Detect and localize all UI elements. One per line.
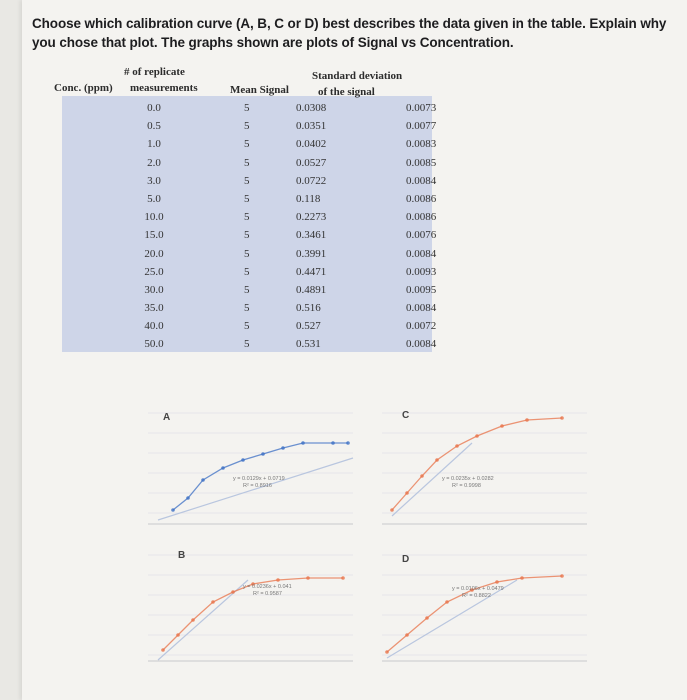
data-point: [301, 441, 305, 445]
header-replicate-1: # of replicate: [124, 66, 185, 78]
data-point: [560, 416, 564, 420]
table-row: [54, 318, 437, 336]
cell-mean: 0.0351: [296, 120, 327, 133]
trend-equation: y = 0.0236x + 0.041: [243, 584, 292, 590]
data-point: [341, 576, 345, 580]
data-point: [445, 600, 449, 604]
table-row: [54, 246, 437, 264]
data-point: [231, 590, 235, 594]
chart-label: D: [402, 554, 410, 565]
data-point: [425, 616, 429, 620]
cell-conc: 1.0: [147, 138, 161, 151]
cell-sd: 0.0073: [406, 102, 437, 114]
table-row: [54, 173, 437, 191]
data-point: [525, 418, 529, 422]
cell-conc: 15.0: [144, 229, 164, 242]
worksheet-page: [22, 0, 687, 700]
cell-sd: 0.0077: [406, 120, 437, 133]
data-point: [171, 508, 175, 512]
cell-conc: 40.0: [144, 320, 164, 333]
cell-conc: 25.0: [144, 265, 164, 278]
table-row: [54, 336, 437, 354]
cell-conc: 35.0: [144, 302, 164, 315]
cell-mean: 0.516: [296, 302, 321, 315]
cell-replicates: 5: [244, 265, 250, 278]
cell-mean: 0.4471: [296, 265, 327, 278]
trendline: [158, 458, 353, 520]
question-line1: Choose which calibration curve (A, B, C or D) best describes the data given in the table.: [32, 16, 586, 31]
cell-sd: 0.0076: [406, 229, 437, 242]
chart-d: [352, 540, 592, 675]
r-squared: R² = 0.9587: [253, 591, 282, 597]
data-point: [435, 458, 439, 462]
data-point: [306, 576, 310, 580]
cell-mean: 0.3991: [296, 247, 327, 260]
cell-sd: 0.0083: [406, 138, 437, 151]
table-row: [54, 191, 437, 209]
data-point: [201, 478, 205, 482]
cell-replicates: 5: [244, 283, 250, 296]
data-point: [495, 580, 499, 584]
data-point: [390, 508, 394, 512]
r-squared: R² = 0.9998: [452, 483, 481, 489]
cell-sd: 0.0086: [406, 192, 437, 205]
header-conc: Conc. (ppm): [54, 82, 113, 94]
trend-equation: y = 0.0106x + 0.0479: [452, 586, 504, 592]
data-point: [281, 446, 285, 450]
table-row: [54, 209, 437, 227]
cell-sd: 0.0086: [406, 211, 437, 224]
cell-replicates: 5: [244, 338, 250, 351]
cell-mean: 0.0402: [296, 138, 327, 151]
table-row: [54, 282, 437, 300]
table-row: [54, 118, 437, 136]
chart-a: [118, 398, 358, 538]
cell-conc: 30.0: [144, 283, 164, 296]
data-point: [560, 574, 564, 578]
data-point: [176, 633, 180, 637]
cell-mean: 0.0308: [296, 102, 327, 114]
question-line2: you chose that plot.: [32, 35, 158, 50]
data-point: [455, 444, 459, 448]
question-text: [32, 14, 672, 52]
table-row: [54, 136, 437, 154]
data-point: [261, 452, 265, 456]
r-squared: R² = 0.8822: [462, 593, 491, 599]
cell-conc: 0.0: [147, 102, 161, 114]
data-point: [276, 578, 280, 582]
data-point: [405, 491, 409, 495]
cell-sd: 0.0072: [406, 320, 437, 333]
cell-replicates: 5: [244, 229, 250, 242]
chart-label: A: [163, 412, 171, 423]
cell-mean: 0.118: [296, 192, 321, 205]
cell-replicates: 5: [244, 247, 250, 260]
header-sd-1: Standard deviation: [312, 70, 403, 82]
data-point: [500, 424, 504, 428]
cell-sd: 0.0085: [406, 156, 437, 169]
data-point: [221, 466, 225, 470]
data-point: [331, 441, 335, 445]
data-point: [420, 474, 424, 478]
data-point: [191, 618, 195, 622]
table-header: [54, 66, 434, 100]
chart-label: C: [402, 410, 410, 421]
chart-b: [118, 540, 358, 675]
cell-sd: 0.0093: [406, 265, 437, 278]
table-row: [54, 155, 437, 173]
cell-conc: 2.0: [147, 156, 161, 169]
trend-equation: y = 0.0235x + 0.0282: [442, 476, 494, 482]
data-point: [186, 496, 190, 500]
header-mean: Mean Signal: [230, 84, 289, 96]
table-row: [54, 264, 437, 282]
data-point: [520, 576, 524, 580]
question-line1-bold: Explain why: [589, 16, 667, 31]
question-line2-rest: The graphs shown are plots of Signal vs Concentration.: [161, 35, 514, 50]
data-table: [54, 66, 437, 355]
cell-mean: 0.3461: [296, 229, 327, 242]
data-point: [405, 633, 409, 637]
data-point: [161, 648, 165, 652]
cell-conc: 20.0: [144, 247, 164, 260]
cell-mean: 0.2273: [296, 211, 327, 224]
cell-mean: 0.0722: [296, 174, 327, 187]
table-body: [54, 100, 437, 355]
cell-conc: 5.0: [147, 192, 161, 205]
trend-equation: y = 0.0129x + 0.0719: [233, 476, 285, 482]
cell-replicates: 5: [244, 120, 250, 133]
header-replicate-2: measurements: [130, 82, 198, 94]
cell-conc: 10.0: [144, 211, 164, 224]
cell-sd: 0.0084: [406, 338, 437, 351]
chart-label: B: [178, 550, 186, 561]
cell-replicates: 5: [244, 138, 250, 151]
table-row: [54, 100, 437, 118]
cell-replicates: 5: [244, 211, 250, 224]
cell-replicates: 5: [244, 192, 250, 205]
cell-replicates: 5: [244, 156, 250, 169]
data-point: [346, 441, 350, 445]
cell-mean: 0.0527: [296, 156, 327, 169]
cell-sd: 0.0084: [406, 247, 437, 260]
cell-replicates: 5: [244, 102, 250, 114]
cell-conc: 0.5: [147, 120, 161, 133]
cell-mean: 0.527: [296, 320, 321, 333]
cell-replicates: 5: [244, 320, 250, 333]
cell-mean: 0.531: [296, 338, 321, 351]
cell-replicates: 5: [244, 302, 250, 315]
cell-replicates: 5: [244, 174, 250, 187]
cell-sd: 0.0084: [406, 174, 437, 187]
cell-mean: 0.4891: [296, 283, 327, 296]
series-line: [392, 418, 562, 510]
data-point: [241, 458, 245, 462]
r-squared: R² = 0.8916: [243, 483, 272, 489]
data-point: [385, 650, 389, 654]
cell-sd: 0.0084: [406, 302, 437, 315]
table-row: [54, 300, 437, 318]
cell-conc: 50.0: [144, 338, 164, 351]
data-point: [475, 434, 479, 438]
cell-sd: 0.0095: [406, 283, 437, 296]
table-row: [54, 227, 437, 245]
chart-c: [352, 398, 592, 538]
data-point: [211, 600, 215, 604]
cell-conc: 3.0: [147, 174, 161, 187]
header-sd-2: of the signal: [318, 86, 375, 98]
